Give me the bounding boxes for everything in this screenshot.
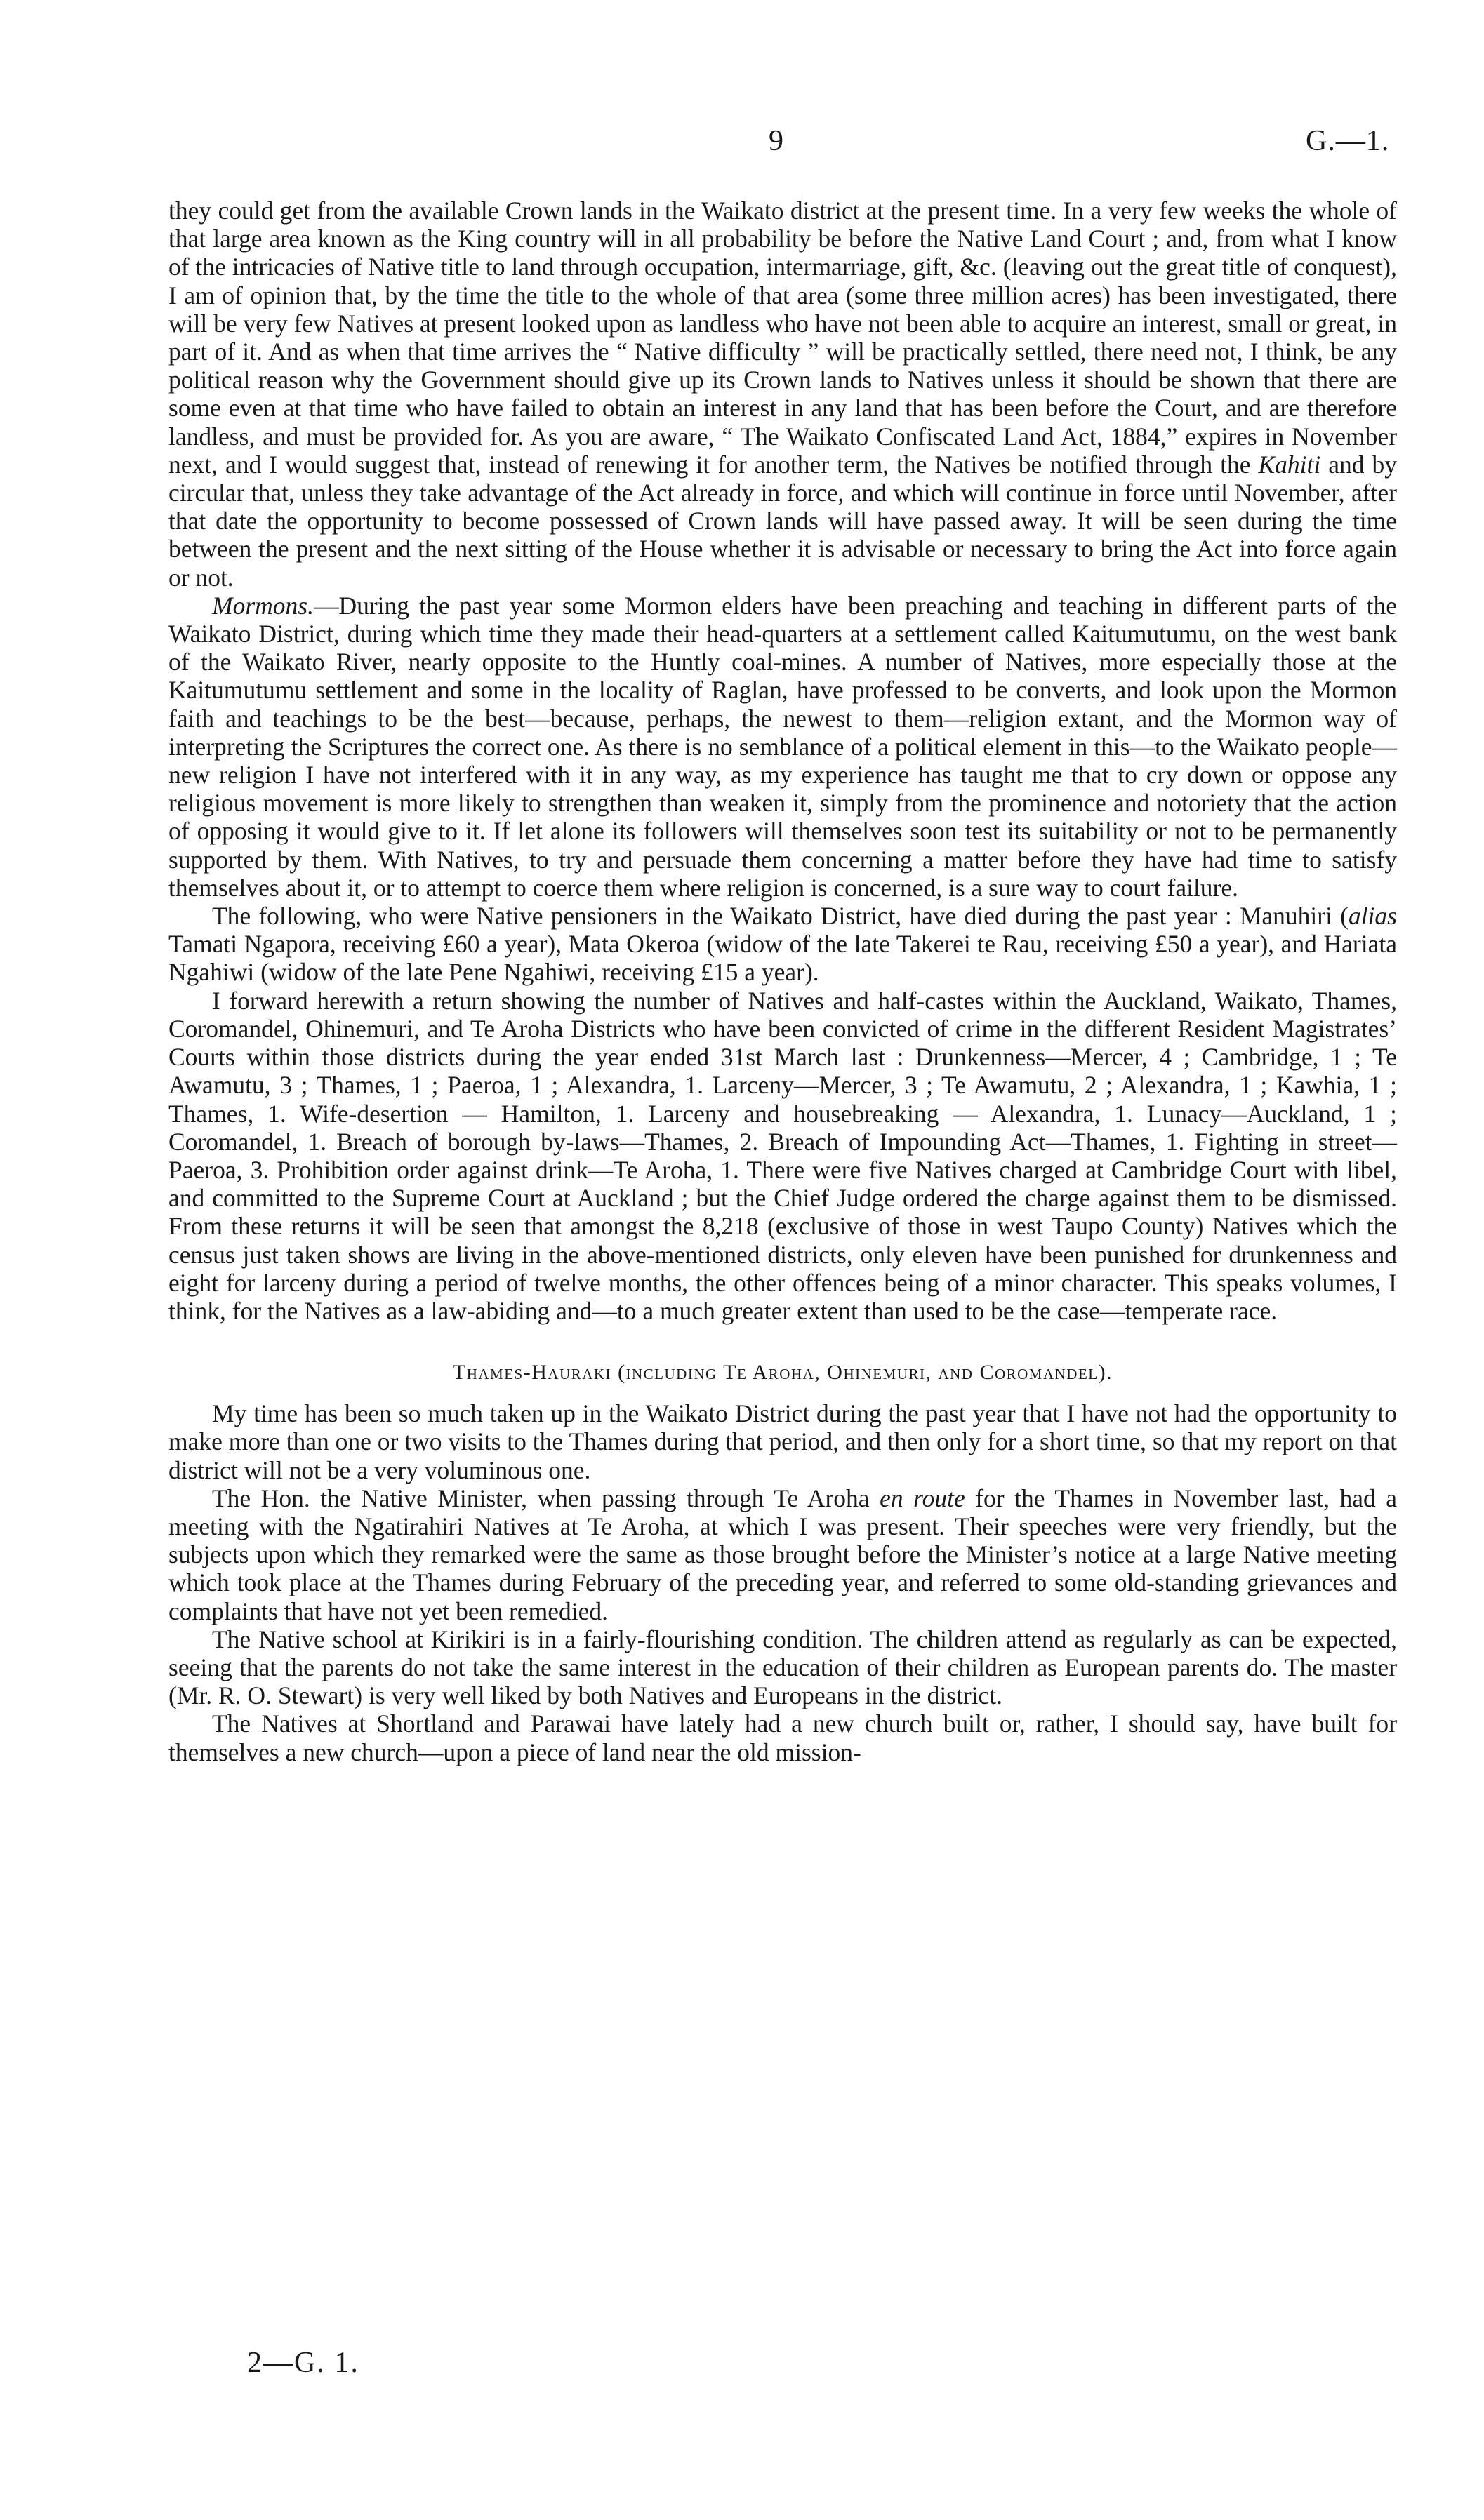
alias-emphasis: alias [1348,902,1397,931]
en-route-emphasis: en route [880,1484,965,1512]
body-text [168,196,1397,1766]
paragraph-pensioners: The following, who were Native pensioners in the Waikato District, have died during the past year : Manuhiri (alias Tamati Ngapora, receiving £60 a year), Mata Okeroa (widow of the late Takerei te Rau, receiving £50 a year), and Hariata Ngahiwi (widow of the late Pene Ngahiwi, receiving £15 a year). [168,902,1397,987]
kahiti-emphasis: Kahiti [1258,450,1321,479]
document-reference: G.—1. [1306,125,1390,157]
paragraph-mormons: Mormons.—During the past year some Mormon elders have been preaching and teaching in different parts of the Waikato District, during which time they made their head-quarters at a settlement called Kaitumutumu, on the west bank of the Waikato River, nearly opposite to the Huntly coal-mines. A number of Natives, more especially those at the Kaitumutumu settlement and some in the locality of Raglan, have professed to be converts, and look upon the Mormon faith and teachings to be the best—because, perhaps, the newest to them—religion extant, and the Mormon way of interpreting the Scriptures the correct one. As there is no semblance of a political element in this—to the Waikato people—new religion I have not interfered with it in any way, as my experience has taught me that to cry down or oppose any religious movement is more likely to strengthen than weaken it, simply from the prominence and notoriety that the action of opposing it would give to it. If let alone its followers will themselves soon test its suitability or not to be permanently supported by them. With Natives, to try and persuade them concerning a matter before they have had time to satisfy themselves about it, or to attempt to coerce them where religion is concerned, is a sure way to court failure. [168,591,1397,902]
paragraph-crime-return: I forward herewith a return showing the number of Natives and half-castes within the Auckland, Waikato, Thames, Coromandel, Ohinemuri, and Te Aroha Districts who have been convicted of crime in the different Resident Magistrates’ Courts within those districts during the year ended 31st March last : Drunkenness—Mercer, 4 ; Cambridge, 1 ; Te Awamutu, 3 ; Thames, 1 ; Paeroa, 1 ; Alexandra, 1. Larceny—Mercer, 3 ; Te Awamutu, 2 ; Alexandra, 1 ; Kawhia, 1 ; Thames, 1. Wife-desertion — Hamilton, 1. Larceny and housebreaking — Alexandra, 1. Lunacy—Auckland, 1 ; Coromandel, 1. Breach of borough by-laws—Thames, 2. Breach of Impounding Act—Thames, 1. Fighting in street—Paeroa, 3. Prohibition order against drink—Te Aroha, 1. There were five Natives charged at Cambridge Court with libel, and committed to the Supreme Court at Auckland ; but the Chief Judge ordered the charge against them to be dismissed. From these returns it will be seen that amongst the 8,218 (exclusive of those in west Taupo County) Natives which the census just taken shows are living in the above-mentioned districts, only eleven have been punished for drunkenness and eight for larceny during a period of twelve months, the other offences being of a minor character. This speaks volumes, I think, for the Natives as a law-abiding and—to a much greater extent than used to be the case—temperate race. [168,986,1397,1325]
paragraph-thames-visits: My time has been so much taken up in the Waikato District during the past year that I have not had the opportunity to make more than one or two visits to the Thames during that period, and then only for a short time, so that my report on that district will not be a very voluminous one. [168,1399,1397,1484]
page-number: 9 [769,125,783,157]
paragraph-crown-lands: they could get from the available Crown lands in the Waikato district at the present time. In a very few weeks the whole of that large area known as the King country will in all probability be before the Native Land Court ; and, from what I know of the intricacies of Native title to land through occupation, intermarriage, gift, &c. (leaving out the great title of conquest), I am of opinion that, by the time the title to the whole of that area (some three million acres) has been investigated, there will be very few Natives at present looked upon as landless who have not been able to acquire an interest, small or great, in part of it. And as when that time arrives the “ Native difficulty ” will be practically settled, there need not, I think, be any political reason why the Government should give up its Crown lands to Natives unless it should be shown that there are some even at that time who have failed to obtain an interest in any land that has been before the Court, and are therefore landless, and must be provided for. As you are aware, “ The Waikato Confiscated Land Act, 1884,” expires in November next, and I would suggest that, instead of renewing it for another term, the Natives be notified through the Kahiti and by circular that, unless they take advantage of the Act already in force, and which will continue in force until November, after that date the opportunity to become possessed of Crown lands will have passed away. It will be seen during the time between the present and the next sitting of the House whether it is advisable or necessary to bring the Act into force again or not. [168,196,1397,592]
section-heading: Thames-Hauraki (including Te Aroha, Ohinemuri, and Coromandel). [452,1361,1113,1385]
signature-mark: 2—G. 1. [247,2347,359,2379]
mormons-emphasis: Mormons. [212,591,314,620]
paragraph-kirikiri-school: The Native school at Kirikiri is in a fairly-flourishing condition. The children attend as regularly as can be expected, seeing that the parents do not take the same interest in the education of their children as European parents do. The master (Mr. R. O. Stewart) is very well liked by both Natives and Europeans in the district. [168,1625,1397,1710]
paragraph-native-minister: The Hon. the Native Minister, when passing through Te Aroha en route for the Thames in November last, had a meeting with the Ngatirahiri Natives at Te Aroha, at which I was present. Their speeches were very friendly, but the subjects upon which they remarked were the same as those brought before the Minister’s notice at a large Native meeting which took place at the Thames during February of the preceding year, and referred to some old-standing grievances and complaints that have not yet been remedied. [168,1484,1398,1625]
paragraph-shortland-church: The Natives at Shortland and Parawai have lately had a new church built or, rather, I should say, have built for themselves a new church—upon a piece of land near the old mission- [168,1709,1397,1766]
